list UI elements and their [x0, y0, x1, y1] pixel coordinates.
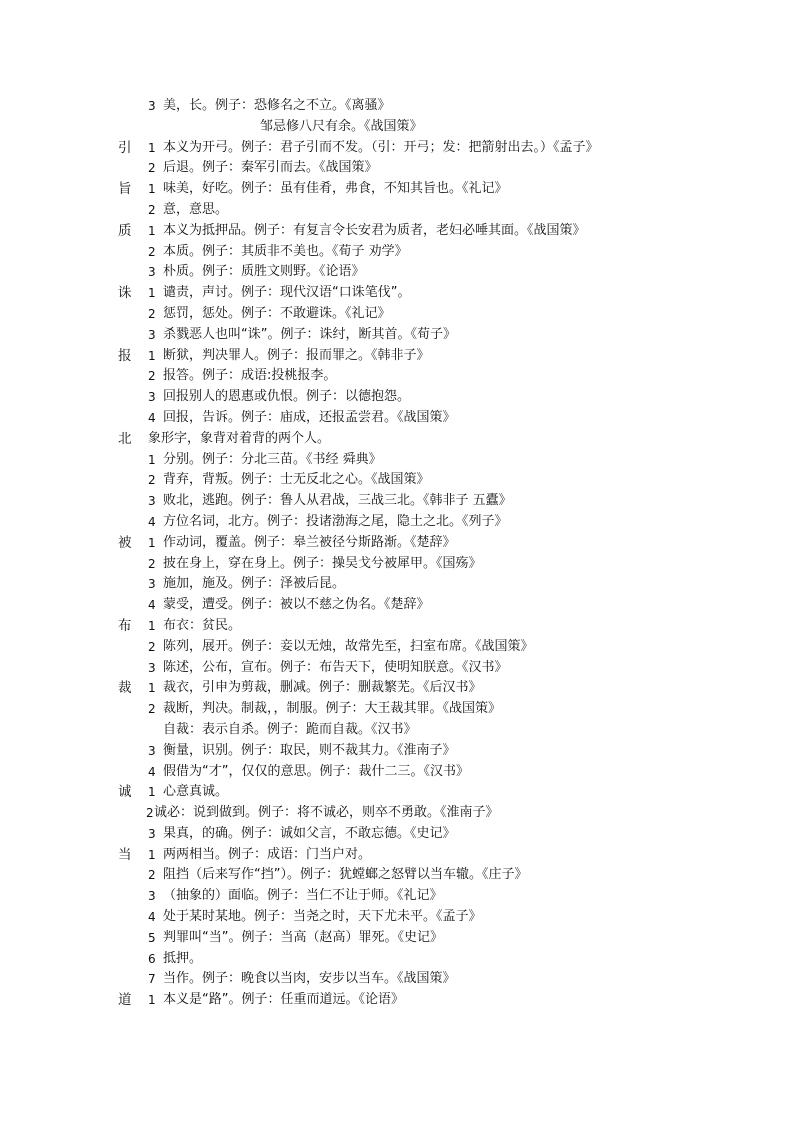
definition-text: 回报，告诉。例子：庙成，还报孟尝君。《战国策》 [163, 409, 456, 425]
entry-line [118, 928, 738, 949]
definition-text: 施加，施及。例子：泽被后昆。 [163, 576, 346, 592]
definition-text: 本质。例子：其质非不美也。《荀子 劝学》 [163, 243, 408, 259]
sense-number: 3 [148, 743, 156, 758]
entry-line [118, 616, 738, 637]
entry-line [118, 138, 738, 159]
sense-number: 2 [148, 868, 156, 883]
definition-text: 自裁：表示自杀。例子：跪而自裁。《汉书》 [163, 721, 417, 737]
entry-line [118, 533, 738, 554]
headword: 引 [118, 139, 132, 156]
headword: 诛 [118, 285, 132, 302]
entry-line [118, 782, 738, 803]
entry-line [118, 262, 738, 283]
sense-number: 3 [148, 327, 156, 342]
sense-number: 1 [148, 348, 156, 363]
entry-line [118, 658, 738, 679]
sense-number: 4 [148, 410, 156, 425]
headword: 北 [118, 430, 132, 447]
sense-number: 1 [148, 847, 156, 862]
entry-line [118, 637, 738, 658]
sense-number: 2 [148, 556, 156, 571]
entry-line [118, 574, 738, 595]
headword: 旨 [118, 181, 132, 198]
headword: 当 [118, 846, 132, 863]
sense-number: 3 [148, 265, 156, 280]
entry-line [118, 949, 738, 970]
definition-text: 朴质。例子：质胜文则野。《论语》 [163, 264, 365, 280]
definition-text: 心意真诚。 [163, 784, 229, 800]
headword: 裁 [118, 680, 132, 697]
entry-line [118, 470, 738, 491]
definition-text: 报答。例子：成语:投桃报李。 [163, 368, 337, 384]
sense-number: 3 [148, 99, 156, 113]
definition-text: 披在身上，穿在身上。例子：操吴戈兮被犀甲。《国殇》 [163, 555, 482, 571]
sense-number: 1 [148, 618, 156, 633]
entry-line [118, 96, 738, 117]
definition-text: 谴责，声讨。例子：现代汉语“口诛笔伐”。 [163, 285, 411, 301]
definition-text: 败北，逃跑。例子：鲁人从君战，三战三北。《韩非子 五蠹》 [163, 493, 512, 509]
entry-line [118, 990, 738, 1011]
sense-number: 3 [148, 390, 156, 405]
entry-line [118, 366, 738, 387]
definition-text: 邹忌修八尺有余。《战国策》 [260, 118, 423, 134]
entry-line [118, 429, 738, 450]
sense-number: 4 [148, 598, 156, 613]
definition-text: 布衣：贫民。 [163, 617, 242, 633]
entry-line [118, 824, 738, 845]
headword: 被 [118, 534, 132, 551]
definition-text: 意，意思。 [163, 201, 229, 217]
definition-text: 作动词，覆盖。例子：皋兰被径兮斯路渐。《楚辞》 [163, 534, 456, 550]
definition-text: 美，长。例子：恐修名之不立。《离骚》 [163, 98, 391, 113]
headword: 报 [118, 347, 132, 364]
entry-line [118, 969, 738, 990]
entry-line [118, 699, 738, 720]
entry-line [118, 762, 738, 783]
entry-line [118, 720, 738, 741]
definition-text: 阻挡（后来写作“挡”）。例子：犹螳螂之怒臂以当车辙。《庄子》 [163, 867, 528, 883]
definition-text: 象形字，象背对着背的两个人。 [148, 430, 331, 446]
sense-number: 2 [148, 161, 156, 176]
definition-text: 惩罚，惩处。例子：不敢避诛。《礼记》 [163, 305, 391, 321]
entry-line [118, 886, 738, 907]
entry-line [118, 200, 738, 221]
entry-line [118, 346, 738, 367]
definition-text: 处于某时某地。例子：当尧之时，天下尤未平。《孟子》 [163, 909, 482, 925]
sense-number: 2 [148, 702, 156, 717]
definition-text: 杀戮恶人也叫“诛”。例子：诛纣，断其首。《荀子》 [163, 326, 456, 342]
definition-text: （抽象的）面临。例子：当仁不让于师。《礼记》 [163, 888, 443, 904]
entry-line [118, 387, 738, 408]
sense-number: 3 [148, 660, 156, 675]
entry-line [118, 865, 738, 886]
definition-text: 蒙受，遭受。例子：被以不慈之伪名。《楚辞》 [163, 597, 430, 613]
definition-text: 回报别人的恩惠或仇恨。例子：以德抱怨。 [163, 389, 411, 405]
definition-text: 本义为抵押品。例子：有复言令长安君为质者，老妇必唾其面。《战国策》 [163, 222, 586, 238]
definition-text: 裁衣，引申为剪裁，删减。例子：删裁繁芜。《后汉书》 [163, 680, 482, 696]
sense-number: 2 [148, 306, 156, 321]
entry-line [118, 595, 738, 616]
sense-number: 2 [148, 244, 156, 259]
definition-text: 方位名词，北方。例子：投诸渤海之尾，隐土之北。《列子》 [163, 513, 508, 529]
definition-text: 断狱，判决罪人。例子：报而罪之。《韩非子》 [163, 347, 430, 363]
sense-number: 2 [146, 806, 154, 821]
definition-text: 假借为“才”，仅仅的意思。例子：裁什二三。《汉书》 [163, 763, 469, 779]
headword: 布 [118, 617, 132, 634]
entry-line [118, 845, 738, 866]
definition-text: 两两相当。例子：成语：门当户对。 [163, 846, 372, 862]
definition-text: 当作。例子：晚食以当肉，安步以当车。《战国策》 [163, 971, 456, 987]
sense-number: 3 [148, 889, 156, 904]
headword: 道 [118, 992, 132, 1009]
entry-line [118, 325, 738, 346]
sense-number: 2 [148, 473, 156, 488]
dictionary-entries [118, 96, 738, 1011]
entry-line [118, 283, 738, 304]
definition-text: 裁断，判决。制裁，，制服。例子：大王裁其罪。《战国策》 [163, 701, 502, 717]
sense-number: 4 [148, 910, 156, 925]
sense-number: 5 [148, 930, 156, 945]
definition-text: 分别。例子：分北三苗。《书经 舜典》 [163, 451, 382, 467]
entry-line [118, 242, 738, 263]
entry-line [118, 741, 738, 762]
definition-text: 陈列，展开。例子：妾以无烛，故常先至，扫室布席。《战国策》 [163, 638, 534, 654]
entry-line [118, 158, 738, 179]
definition-text: 后退。例子：秦军引而去。《战国策》 [163, 160, 378, 176]
definition-text: 果真，的确。例子：诚如父言，不敢忘德。《史记》 [163, 825, 456, 841]
entry-line [118, 512, 738, 533]
definition-text: 抵押。 [163, 950, 203, 966]
sense-number: 4 [148, 514, 156, 529]
entry-line [118, 491, 738, 512]
entry-line [118, 678, 738, 699]
entry-line [118, 179, 738, 200]
sense-number: 1 [148, 681, 156, 696]
sense-number: 4 [148, 764, 156, 779]
sense-number: 2 [148, 202, 156, 217]
definition-text: 本义为开弓。例子：君子引而不发。（引：开弓；发：把箭射出去。）《孟子》 [163, 139, 599, 155]
headword: 诚 [118, 784, 132, 801]
definition-text: 味美，好吃。例子：虽有佳肴，弗食，不知其旨也。《礼记》 [163, 181, 508, 197]
sense-number: 1 [148, 140, 156, 155]
entry-line [118, 450, 738, 471]
definition-text: 本义是“路”。例子：任重而道远。《论语》 [163, 992, 404, 1008]
sense-number: 1 [148, 452, 156, 467]
entry-line [118, 554, 738, 575]
sense-number: 3 [148, 826, 156, 841]
sense-number: 6 [148, 951, 156, 966]
headword: 质 [118, 222, 132, 239]
entry-line [118, 221, 738, 242]
sense-number: 1 [148, 993, 156, 1008]
entry-line [118, 117, 738, 138]
entry-line [118, 803, 738, 824]
entry-line [118, 907, 738, 928]
sense-number: 1 [148, 182, 156, 197]
entry-line [118, 408, 738, 429]
sense-number: 1 [148, 286, 156, 301]
definition-text: 诚必：说到做到。例子：将不诚必，则卒不勇敢。《淮南子》 [154, 805, 499, 821]
definition-text: 陈述，公布，宣布。例子：布告天下，使明知朕意。《汉书》 [163, 659, 508, 675]
sense-number: 3 [148, 577, 156, 592]
definition-text: 背弃，背叛。例子：士无反北之心。《战国策》 [163, 472, 430, 488]
definition-text: 衡量，识别。例子：取民，则不裁其力。《淮南子》 [163, 742, 456, 758]
sense-number: 1 [148, 223, 156, 238]
sense-number: 2 [148, 369, 156, 384]
sense-number: 1 [148, 785, 156, 800]
sense-number: 2 [148, 639, 156, 654]
definition-text: 判罪叫“当”。例子：当高（赵高）罪死。《史记》 [163, 929, 443, 945]
sense-number: 7 [148, 972, 156, 987]
entry-line [118, 304, 738, 325]
sense-number: 3 [148, 494, 156, 509]
sense-number: 1 [148, 535, 156, 550]
